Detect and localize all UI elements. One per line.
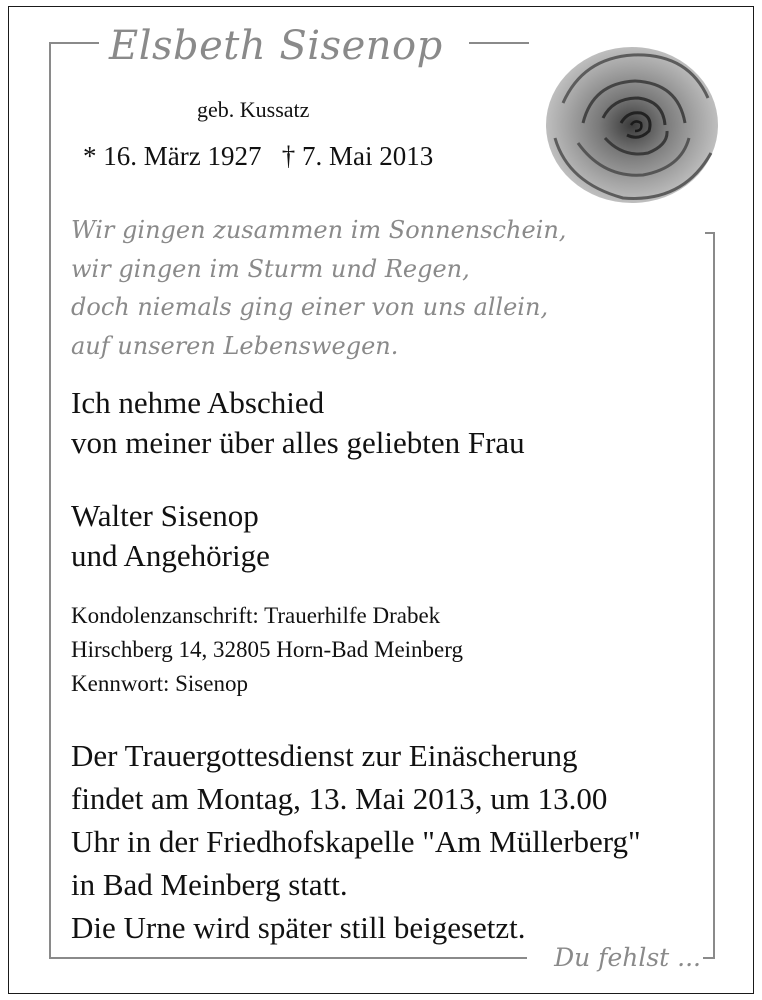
address-line: Kennwort: Sisenop [71, 671, 248, 696]
maiden-name: geb. Kussatz [197, 97, 310, 122]
frame-left-line [49, 42, 51, 959]
frame-right-line [713, 232, 715, 959]
service-line: findet am Montag, 13. Mai 2013, um 13.00 [71, 781, 608, 816]
service-line: Die Urne wird später still beigesetzt. [71, 910, 526, 945]
life-dates: * 16. März 1927 † 7. Mai 2013 [83, 141, 434, 171]
service-line: in Bad Meinberg statt. [71, 867, 348, 902]
address-line: Kondolenzanschrift: Trauerhilfe Drabek [71, 603, 441, 628]
service-line: Der Trauergottesdienst zur Einäscherung [71, 738, 578, 773]
signer-line: und Angehörige [71, 538, 270, 573]
frame-top-right-line [469, 42, 529, 44]
closing-phrase: Du fehlst ... [554, 943, 701, 972]
frame-right-tick-bottom [703, 957, 715, 959]
rose-image [543, 43, 721, 207]
frame-right-tick-top [705, 232, 715, 234]
obituary-card [8, 6, 754, 994]
poem-line: doch niemals ging einer von uns allein, [71, 293, 549, 321]
signer-line: Walter Sisenop [71, 498, 259, 533]
signers [71, 496, 270, 576]
frame-top-left-line [49, 42, 99, 44]
condolence-address [71, 599, 463, 701]
poem-line: wir gingen im Sturm und Regen, [71, 254, 470, 283]
frame-bottom-line [49, 957, 527, 959]
poem-line: Wir gingen zusammen im Sonnenschein, [71, 216, 567, 244]
farewell-line: Ich nehme Abschied [71, 385, 325, 420]
farewell-text [71, 383, 525, 463]
poem-line: auf unseren Lebenswegen. [71, 331, 399, 360]
farewell-line: von meiner über alles geliebten Frau [71, 425, 525, 460]
service-line: Uhr in der Friedhofskapelle "Am Müllerberg" [71, 824, 641, 859]
funeral-service-info [71, 734, 641, 949]
address-line: Hirschberg 14, 32805 Horn-Bad Meinberg [71, 637, 463, 662]
deceased-name: Elsbeth Sisenop [109, 23, 443, 69]
poem [71, 211, 566, 365]
